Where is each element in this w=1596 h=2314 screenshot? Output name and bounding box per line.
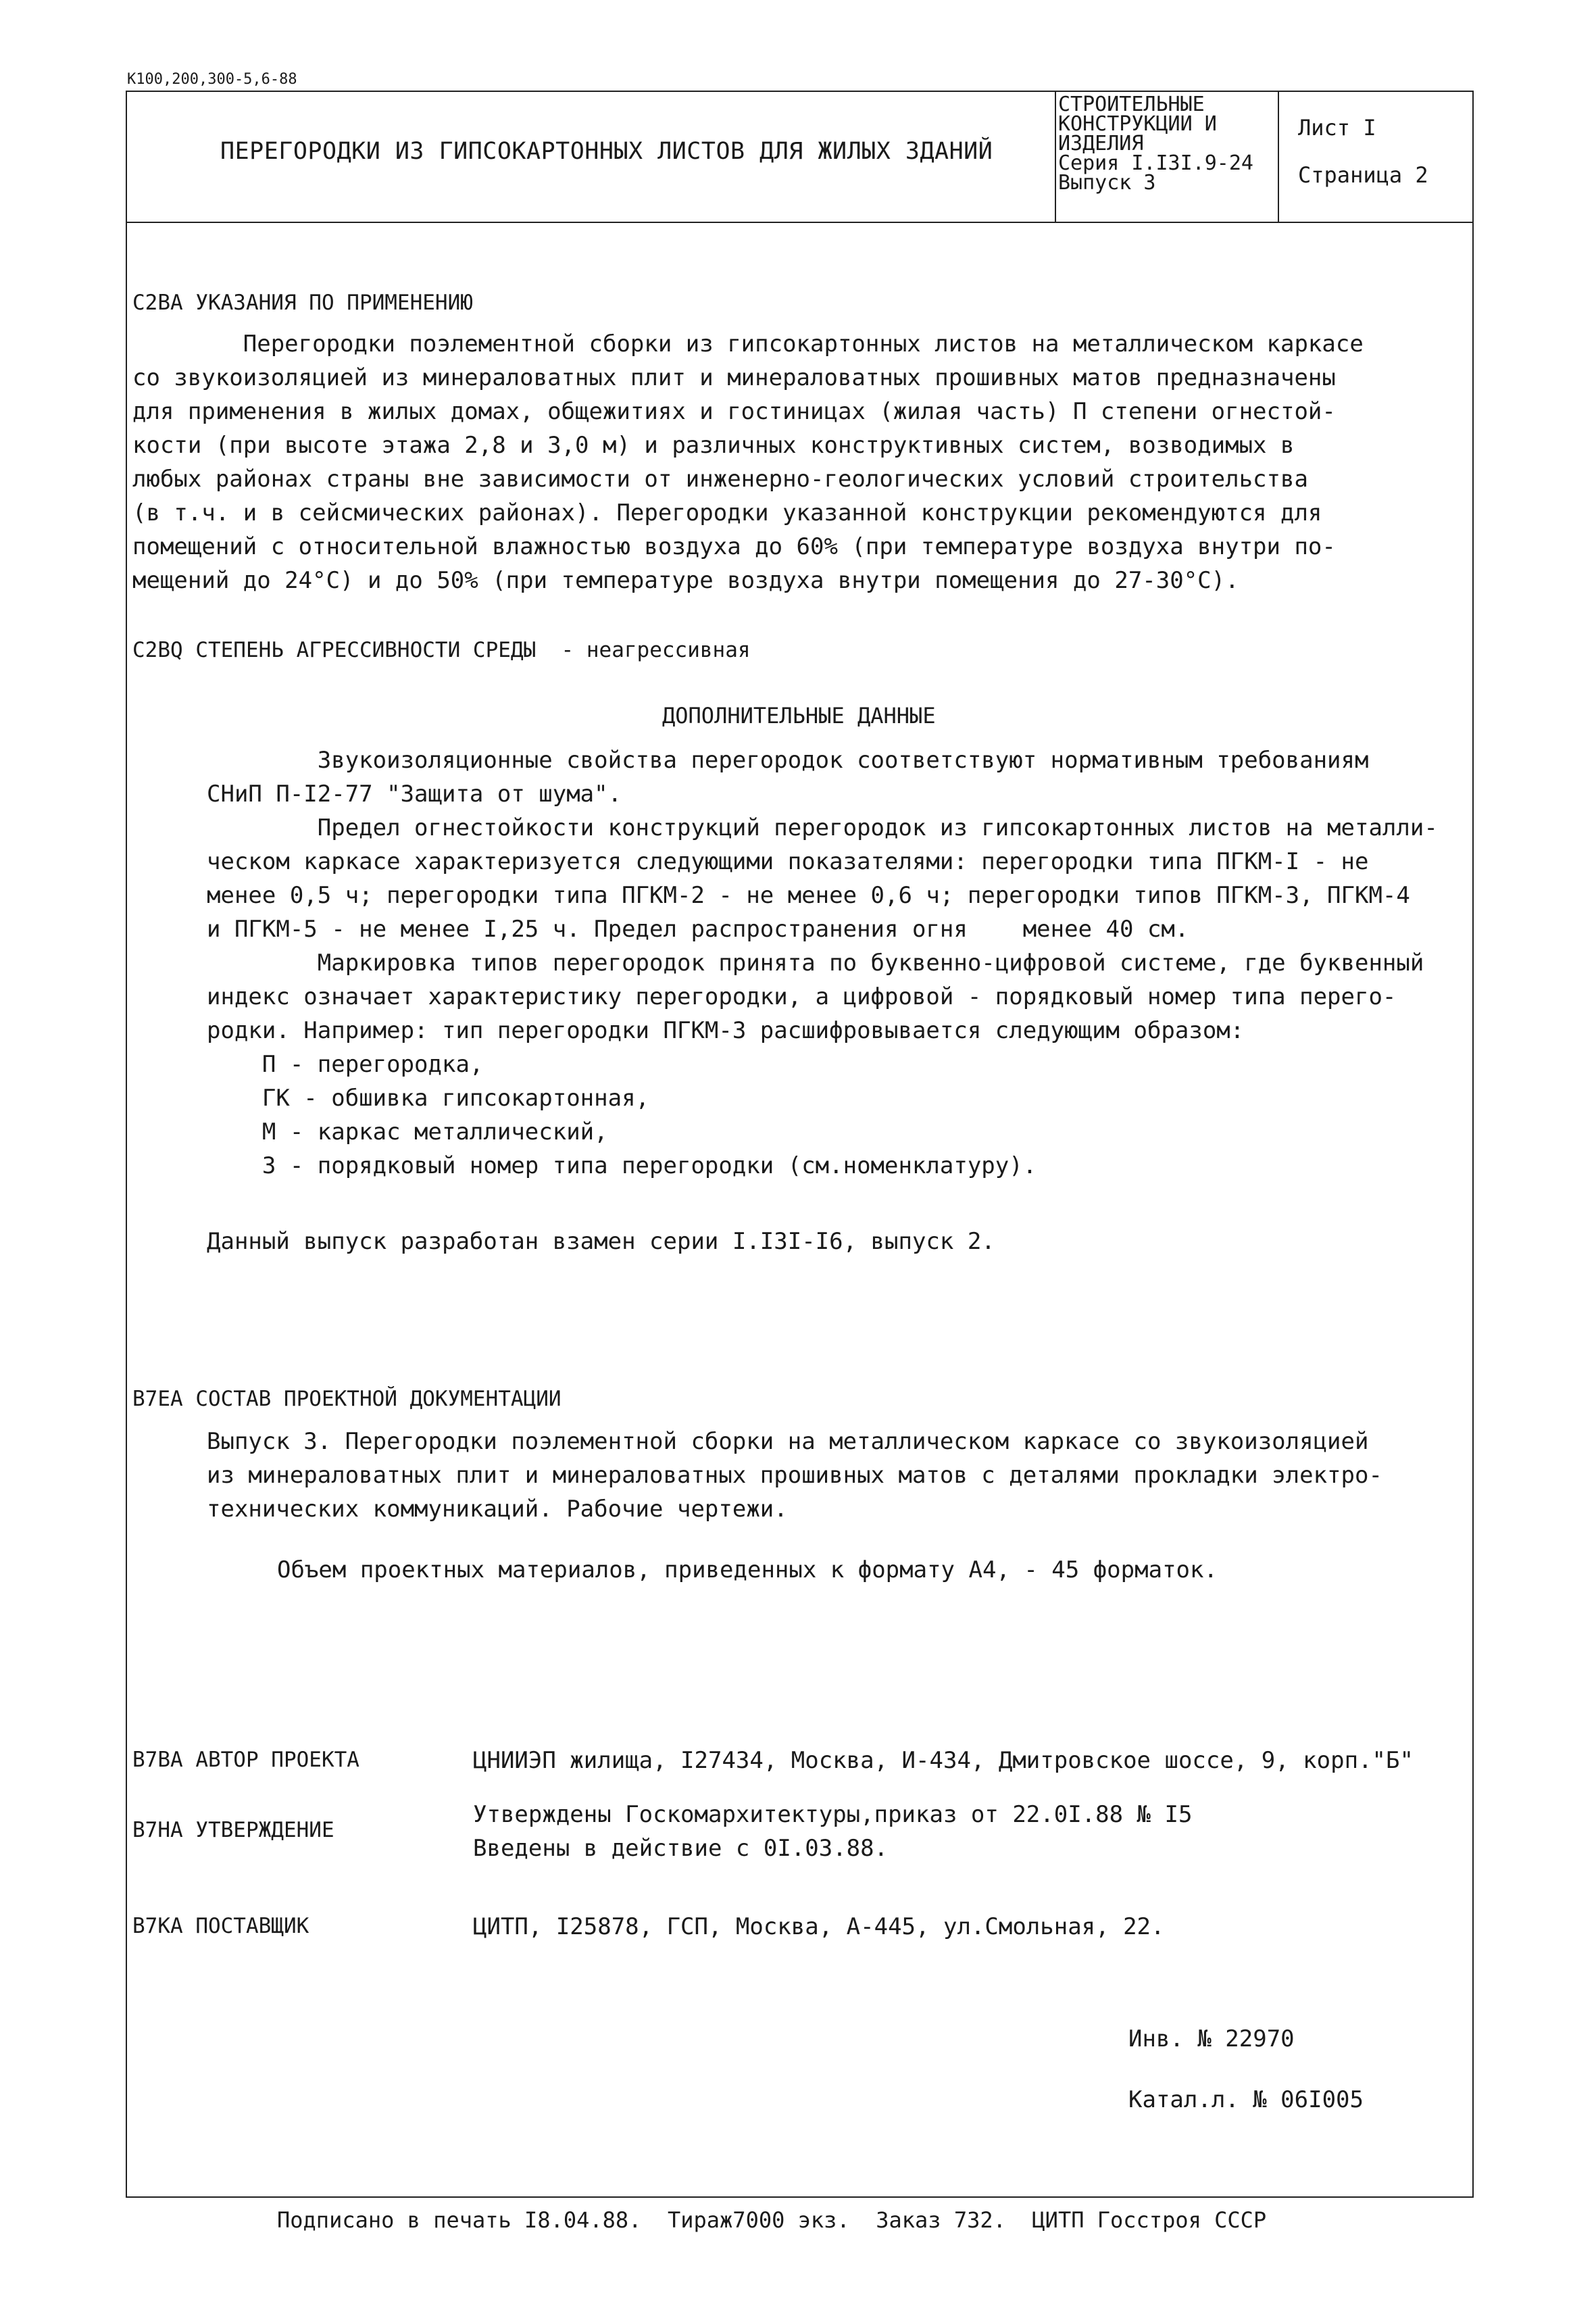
composition-heading: В7ЕА СОСТАВ ПРОЕКТНОЙ ДОКУМЕНТАЦИИ bbox=[132, 1387, 562, 1411]
text-line: и ПГКМ-5 - не менее I,25 ч. Предел распространения огня менее 40 см. bbox=[207, 916, 1189, 943]
text-line: М - каркас металлический, bbox=[207, 1118, 608, 1146]
text-line: СНиП П-I2-77 "Защита от шума". bbox=[207, 781, 622, 808]
replaces-note: Данный выпуск разработан взамен серии I.I3I-I6, выпуск 2. bbox=[207, 1228, 995, 1255]
composition-text bbox=[207, 1425, 1382, 1526]
inventory-number: Инв. № 22970 bbox=[1128, 2025, 1295, 2052]
text-line: помещений с относительной влажностью воздуха до 60% (при температуре воздуха внутри по- bbox=[132, 533, 1336, 560]
series-line: КОНСТРУКЦИИ И bbox=[1058, 112, 1217, 136]
text-line: Маркировка типов перегородок принята по буквенно-цифровой системе, где буквенный bbox=[207, 950, 1424, 977]
text-line: Выпуск 3. Перегородки поэлементной сборки на металлическом каркасе со звукоизоляцией bbox=[207, 1428, 1369, 1455]
document-code: К100,200,300-5,6-88 bbox=[127, 71, 297, 88]
text-line: из минераловатных плит и минераловатных прошивных матов с деталями прокладки электро- bbox=[207, 1462, 1382, 1489]
text-line: П - перегородка, bbox=[207, 1051, 484, 1078]
series-info bbox=[1058, 95, 1274, 193]
approval-label: В7НА УТВЕРЖДЕНИЕ bbox=[132, 1818, 334, 1842]
text-line: 3 - порядковый номер типа перегородки (см.номенклатуру). bbox=[207, 1152, 1037, 1179]
text-line: (в т.ч. и в сейсмических районах). Перегородки указанной конструкции рекомендуются для bbox=[132, 499, 1322, 526]
text-line: со звукоизоляцией из минераловатных плит и минераловатных прошивных матов предназначены bbox=[132, 364, 1336, 391]
text-line: для применения в жилых домах, общежитиях и гостиницах (жилая часть) П степени огнестой- bbox=[132, 398, 1336, 425]
catalog-number: Катал.л. № 06I005 bbox=[1128, 2086, 1364, 2113]
print-footer: Подписано в печать I8.04.88. Тираж7000 экз. Заказ 732. ЦИТП Госстроя СССР bbox=[277, 2207, 1267, 2233]
text-line: ГК - обшивка гипсокартонная, bbox=[207, 1085, 650, 1112]
text-line: менее 0,5 ч; перегородки типа ПГКМ-2 - не менее 0,6 ч; перегородки типов ПГКМ-3, ПГКМ-4 bbox=[207, 882, 1410, 909]
text-line: индекс означает характеристику перегородки, а цифровой - порядковый номер типа перего- bbox=[207, 983, 1397, 1010]
document-title: ПЕРЕГОРОДКИ ИЗ ГИПСОКАРТОННЫХ ЛИСТОВ ДЛЯ ЖИЛЫХ ЗДАНИЙ bbox=[220, 138, 993, 165]
text-line: Перегородки поэлементной сборки из гипсокартонных листов на металлическом каркасе bbox=[132, 330, 1364, 358]
additional-text bbox=[207, 743, 1438, 1183]
text-line: Звукоизоляционные свойства перегородок соответствуют нормативным требованиям bbox=[207, 747, 1369, 774]
text-line: технических коммуникаций. Рабочие чертежи. bbox=[207, 1496, 788, 1523]
approval-value bbox=[473, 1798, 1192, 1865]
volume-note: Объем проектных материалов, приведенных к формату А4, - 45 форматок. bbox=[277, 1556, 1218, 1583]
text-line: кости (при высоте этажа 2,8 и 3,0 м) и различных конструктивных систем, возводимых в bbox=[132, 432, 1295, 459]
aggressiveness-line: С2ВQ СТЕПЕНЬ АГРЕССИВНОСТИ СРЕДЫ - неагрессивная bbox=[132, 638, 751, 662]
text-line: Введены в действие с 0I.03.88. bbox=[473, 1835, 889, 1862]
series-line: Выпуск 3 bbox=[1058, 171, 1156, 195]
text-line: любых районах страны вне зависимости от инженерно-геологических условий строительства bbox=[132, 466, 1308, 493]
text-line: ческом каркасе характеризуется следующими показателями: перегородки типа ПГКМ-I - не bbox=[207, 848, 1369, 875]
supplier-label: В7КА ПОСТАВЩИК bbox=[132, 1914, 309, 1938]
series-line: Серия I.I3I.9-24 bbox=[1058, 151, 1253, 175]
author-value: ЦНИИЭП жилища, I27434, Москва, И-434, Дмитровское шоссе, 9, корп."Б" bbox=[473, 1747, 1414, 1774]
sheet-number: Лист I bbox=[1298, 115, 1376, 141]
title-block-divider bbox=[1055, 91, 1056, 223]
text-line: мещений до 24°С) и до 50% (при температуре воздуха внутри помещения до 27-30°С). bbox=[132, 567, 1239, 594]
page-number: Страница 2 bbox=[1298, 162, 1428, 188]
text-line: Утверждены Госкомархитектуры,приказ от 22.0I.88 № I5 bbox=[473, 1801, 1193, 1828]
application-text bbox=[132, 327, 1364, 597]
text-line: Предел огнестойкости конструкций перегородок из гипсокартонных листов на металли- bbox=[207, 814, 1438, 841]
application-heading: С2ВА УКАЗАНИЯ ПО ПРИМЕНЕНИЮ bbox=[132, 291, 473, 315]
title-block-divider bbox=[1278, 91, 1279, 223]
series-line: СТРОИТЕЛЬНЫЕ bbox=[1058, 93, 1205, 116]
sheet-info bbox=[1298, 104, 1460, 199]
supplier-value: ЦИТП, I25878, ГСП, Москва, А-445, ул.Смольная, 22. bbox=[473, 1913, 1165, 1940]
additional-heading: ДОПОЛНИТЕЛЬНЫЕ ДАННЫЕ bbox=[662, 703, 936, 729]
text-line: родки. Например: тип перегородки ПГКМ-3 расшифровывается следующим образом: bbox=[207, 1017, 1245, 1044]
title-block bbox=[126, 91, 1474, 223]
series-line: ИЗДЕЛИЯ bbox=[1058, 132, 1144, 155]
author-label: В7ВА АВТОР ПРОЕКТА bbox=[132, 1748, 359, 1772]
